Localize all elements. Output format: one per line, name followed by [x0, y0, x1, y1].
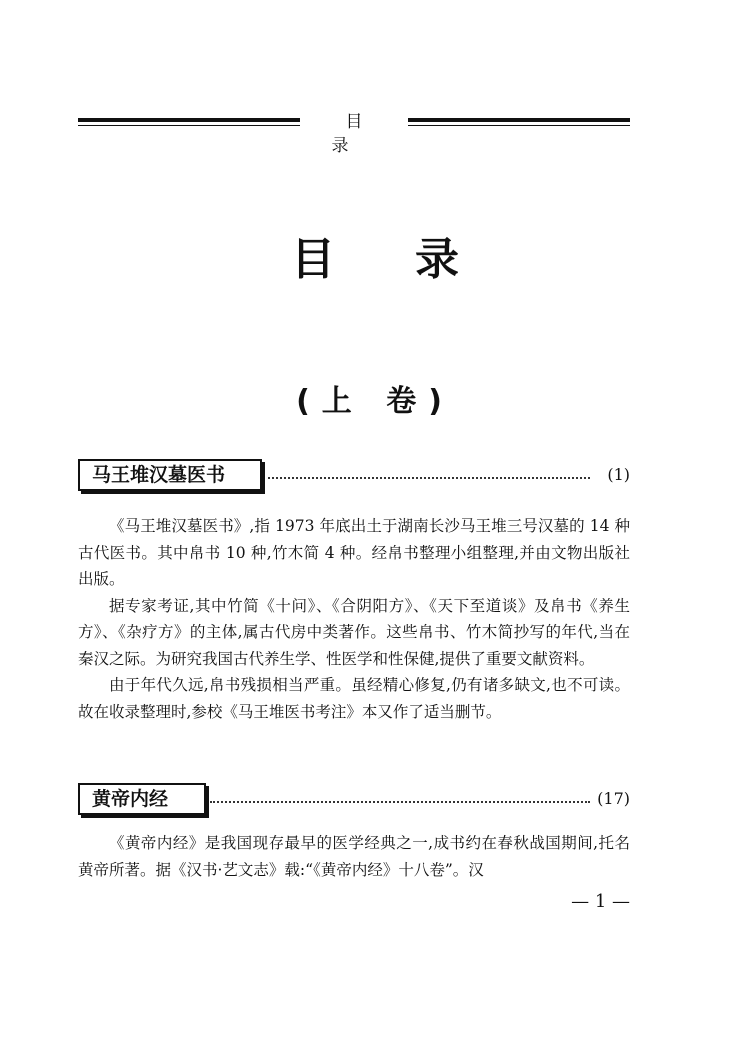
- toc-entry-page: (1): [607, 465, 630, 484]
- running-header-title: 目 录: [331, 112, 391, 156]
- paragraph: 据专家考证,其中竹简《十问》、《合阴阳方》、《天下至道谈》及帛书《养生方》、《杂疗方》的主体,属古代房中类著作。这些帛书、竹木简抄写的年代,当在秦汉之际。为研究我国古代养生学、性医学和性保健,提供了重要文献资料。: [78, 596, 630, 668]
- toc-entry[interactable]: [78, 783, 630, 817]
- section-description: [78, 513, 630, 725]
- paragraph: 《马王堆汉墓医书》,指 1973 年底出土于湖南长沙马王堆三号汉墓的 14 种古代医书。其中帛书 10 种,竹木简 4 种。经帛书整理小组整理,并由文物出版社出版。: [78, 517, 630, 588]
- toc-entry-title: 黄帝内经: [78, 783, 206, 815]
- header-rule-left: [78, 118, 300, 127]
- toc-entry-title: 马王堆汉墓医书: [78, 459, 262, 491]
- toc-entry-page: (17): [597, 789, 630, 808]
- paragraph: 由于年代久远,帛书残损相当严重。虽经精心修复,仍有诸多缺文,也不可读。故在收录整理时,参校《马王堆医书考注》本又作了适当删节。: [78, 676, 630, 721]
- running-header: [78, 110, 630, 156]
- toc-leader-dots: [268, 477, 590, 479]
- page-number: — 1 —: [571, 891, 630, 912]
- toc-entry[interactable]: [78, 459, 630, 493]
- volume-title: (上 卷): [296, 384, 454, 419]
- paragraph: 《黄帝内经》是我国现存最早的医学经典之一,成书约在春秋战国期间,托名黄帝所著。据《汉书·艺文志》载:“《黄帝内经》十八卷”。汉: [78, 834, 630, 879]
- toc-leader-dots: [210, 801, 590, 803]
- header-rule-right: [408, 118, 630, 127]
- page-title: 目录: [291, 234, 539, 285]
- section-description: [78, 830, 630, 883]
